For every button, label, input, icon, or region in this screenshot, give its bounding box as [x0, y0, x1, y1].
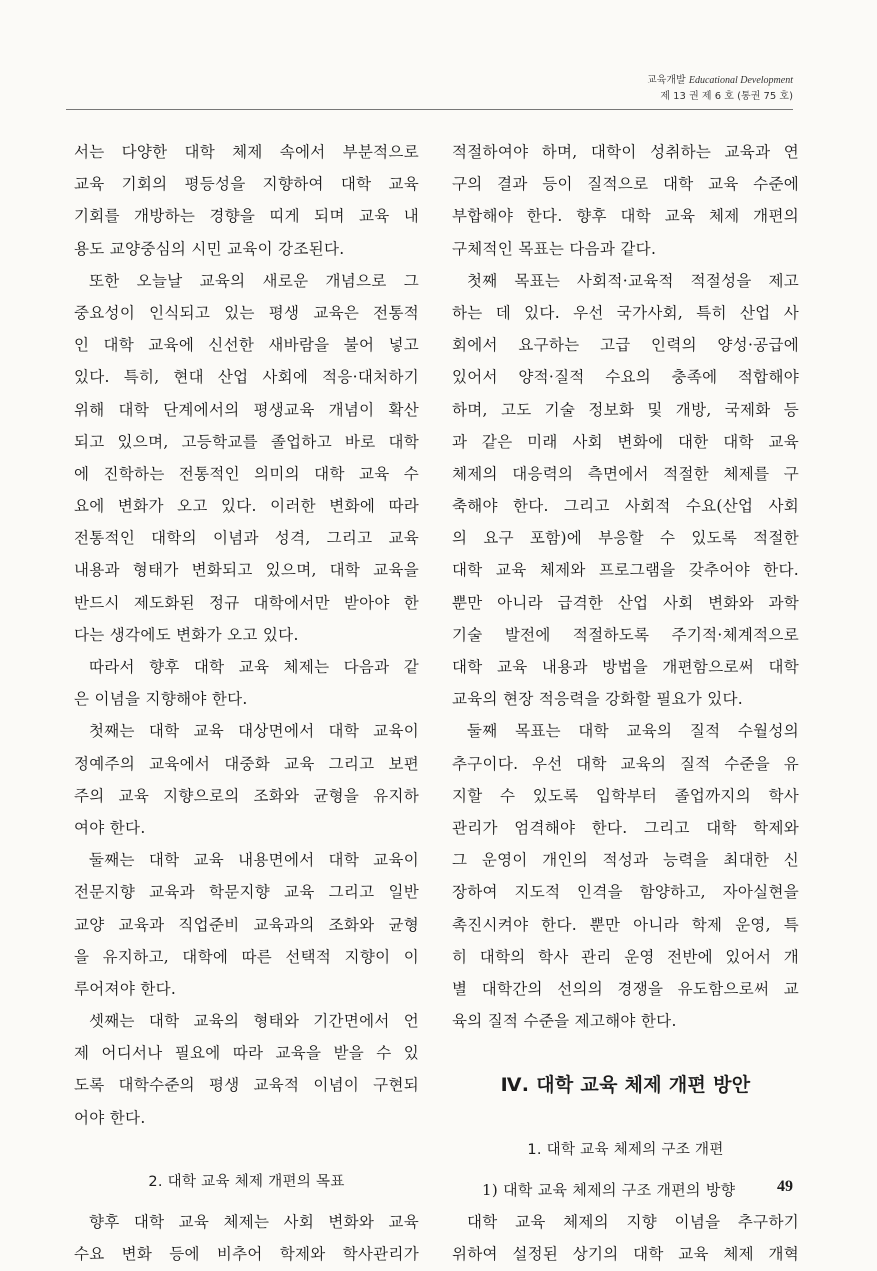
text-line: 대학 교육 내용과 방법을 개편함으로써 대학 — [452, 658, 799, 676]
text-line: 추구이다. 우선 대학 교육의 질적 수준을 유 — [452, 754, 799, 773]
left-column — [74, 136, 419, 1271]
section-title: Ⅳ. 대학 교육 체제 개편 방안 — [500, 1074, 751, 1097]
issue-info: 제 13 권 제 6 호 (통권 75 호) — [660, 91, 793, 102]
text-line: 어야 한다. — [74, 1108, 146, 1127]
text-line: 제 어디서나 필요에 따라 교육을 받을 수 있 — [74, 1044, 419, 1063]
text-line: 뿐만 아니라 급격한 산업 사회 변화와 과학 — [452, 593, 799, 612]
text-line: 대학 교육 체제와 프로그램을 갖추어야 한다. — [452, 561, 799, 580]
text-line: 향후 대학 교육 체제는 사회 변화와 교육 — [89, 1213, 419, 1232]
paragraph — [452, 715, 799, 1037]
running-header — [647, 73, 793, 105]
text-line: 교양 교육과 직업준비 교육과의 조화와 균형 — [74, 915, 419, 934]
text-line: 체제의 대응력의 측면에서 적절한 체제를 구 — [452, 464, 799, 483]
text-line: 정예주의 교육에서 대중화 교육 그리고 보편 — [74, 754, 419, 773]
text-line: 그 운영이 개인의 적성과 능력을 최대한 신 — [452, 851, 799, 870]
text-line: 별 대학간의 선의의 경쟁을 유도함으로써 교 — [452, 979, 799, 998]
subheading: 2. 대학 교육 체제 개편의 목표 — [148, 1174, 345, 1190]
text-line: 도록 대학수준의 평생 교육적 이념이 구현되 — [74, 1076, 419, 1095]
text-line: 부합해야 한다. 향후 대학 교육 체제 개편의 — [452, 207, 799, 226]
subheading: 1. 대학 교육 체제의 구조 개편 — [527, 1141, 724, 1158]
text-line: 교육의 현장 적응력을 강화할 필요가 있다. — [452, 690, 744, 709]
text-line: 기회를 개방하는 경향을 띠게 되며 교육 내 — [74, 207, 419, 226]
paragraph — [452, 265, 799, 716]
text-line: 루어져야 한다. — [74, 979, 177, 998]
paragraph — [74, 1005, 419, 1134]
text-line: 과 같은 미래 사회 변화에 대한 대학 교육 — [452, 432, 799, 451]
text-line: 회에서 요구하는 고급 인력의 양성·공급에 — [452, 336, 799, 355]
text-line: 구의 결과 등이 질적으로 대학 교육 수준에 — [452, 175, 799, 194]
page-number: 49 — [777, 1178, 793, 1195]
paragraph — [74, 1206, 419, 1270]
text-line: 전문지향 교육과 학문지향 교육 그리고 일반 — [74, 883, 419, 902]
text-line: 주의 교육 지향으로의 조화와 균형을 유지하 — [74, 786, 419, 805]
text-line: 하며, 고도 기술 정보화 및 개방, 국제화 등 — [452, 400, 799, 419]
paragraph — [74, 844, 419, 1005]
text-line: 요에 변화가 오고 있다. 이러한 변화에 따라 — [74, 497, 419, 516]
text-line: 육의 질적 수준을 제고해야 한다. — [452, 1012, 677, 1031]
text-line: 둘째는 대학 교육 내용면에서 대학 교육이 — [89, 851, 419, 870]
text-line: 지할 수 있도록 입학부터 졸업까지의 학사 — [452, 786, 799, 805]
text-line: 하는 데 있다. 우선 국가사회, 특히 산업 사 — [452, 303, 799, 322]
paragraph — [74, 715, 419, 844]
text-line: 따라서 향후 대학 교육 체제는 다음과 같 — [89, 658, 419, 676]
spacer — [452, 1102, 799, 1134]
text-line: 에 진학하는 전통적인 의미의 대학 교육 수 — [74, 464, 419, 483]
text-line: 내용과 형태가 변화되고 있으며, 대학 교육을 — [74, 561, 419, 580]
text-line: 촉진시켜야 한다. 뿐만 아니라 학제 운영, 특 — [452, 915, 799, 934]
text-line: 또한 오늘날 교육의 새로운 개념으로 그 — [89, 271, 419, 290]
spacer — [74, 1198, 419, 1206]
spacer — [452, 1037, 799, 1069]
text-line: 있어서 양적·질적 수요의 충족에 적합해야 — [452, 368, 799, 387]
paragraph — [452, 1206, 799, 1270]
header-rule — [66, 109, 793, 110]
text-line: 중요성이 인식되고 있는 평생 교육은 전통적 — [74, 303, 419, 322]
text-line: 위해 대학 단계에서의 평생교육 개념이 확산 — [74, 400, 419, 419]
text-line: 기술 발전에 적절하도록 주기적·체계적으로 — [452, 625, 799, 644]
text-line: 적절하여야 하며, 대학이 성취하는 교육과 연 — [452, 143, 799, 161]
text-line: 서는 다양한 대학 체제 속에서 부분적으로 — [74, 143, 419, 161]
text-line: 대학 교육 체제의 지향 이념을 추구하기 — [467, 1213, 799, 1232]
text-line: 관리가 엄격해야 한다. 그리고 대학 학제와 — [452, 818, 799, 837]
text-line: 되고 있으며, 고등학교를 졸업하고 바로 대학 — [74, 432, 419, 451]
text-line: 첫째는 대학 교육 대상면에서 대학 교육이 — [89, 722, 419, 741]
text-line: 여야 한다. — [74, 818, 146, 837]
text-line: 셋째는 대학 교육의 형태와 기간면에서 언 — [89, 1012, 419, 1031]
text-line: 을 유지하고, 대학에 따른 선택적 지향이 이 — [74, 947, 419, 966]
text-line: 축해야 한다. 그리고 사회적 수요(산업 사회 — [452, 497, 799, 516]
text-line: 수요 변화 등에 비추어 학제와 학사관리가 — [74, 1245, 419, 1264]
right-column — [452, 136, 799, 1271]
sub-subheading: 1) 대학 교육 체제의 구조 개편의 방향 — [482, 1181, 736, 1199]
text-line: 둘째 목표는 대학 교육의 질적 수월성의 — [467, 722, 799, 741]
text-line: 전통적인 대학의 이념과 성격, 그리고 교육 — [74, 529, 419, 548]
spacer — [74, 1134, 419, 1166]
text-line: 은 이념을 지향해야 한다. — [74, 690, 248, 709]
paragraph — [74, 265, 419, 651]
paragraph — [74, 136, 419, 265]
text-line: 히 대학의 학사 관리 운영 전반에 있어서 개 — [452, 947, 799, 966]
text-line: 의 요구 포함)에 부응할 수 있도록 적절한 — [452, 529, 799, 548]
text-line: 첫째 목표는 사회적·교육적 적절성을 제고 — [467, 271, 799, 290]
text-line: 구체적인 목표는 다음과 같다. — [452, 239, 657, 258]
journal-title — [647, 73, 793, 89]
text-line: 다는 생각에도 변화가 오고 있다. — [74, 625, 299, 644]
text-line: 용도 교양중심의 시민 교육이 강조된다. — [74, 239, 345, 258]
text-line: 장하여 지도적 인격을 함양하고, 자아실현을 — [452, 883, 799, 902]
text-line: 교육 기회의 평등성을 지향하여 대학 교육 — [74, 175, 419, 194]
text-line: 있다. 특히, 현대 산업 사회에 적응·대처하기 — [74, 368, 419, 387]
paragraph — [452, 136, 799, 265]
spacer — [452, 1166, 799, 1174]
journal-title-en: Educational Development — [688, 75, 793, 86]
paragraph — [74, 651, 419, 715]
journal-title-ko: 교육개발 — [647, 75, 686, 86]
text-line: 반드시 제도화된 정규 대학에서만 받아야 한 — [74, 593, 419, 612]
text-line: 위하여 설정된 상기의 대학 교육 체제 개혁 — [452, 1245, 799, 1264]
text-line: 인 대학 교육에 신선한 새바람을 불어 넣고 — [74, 336, 419, 355]
